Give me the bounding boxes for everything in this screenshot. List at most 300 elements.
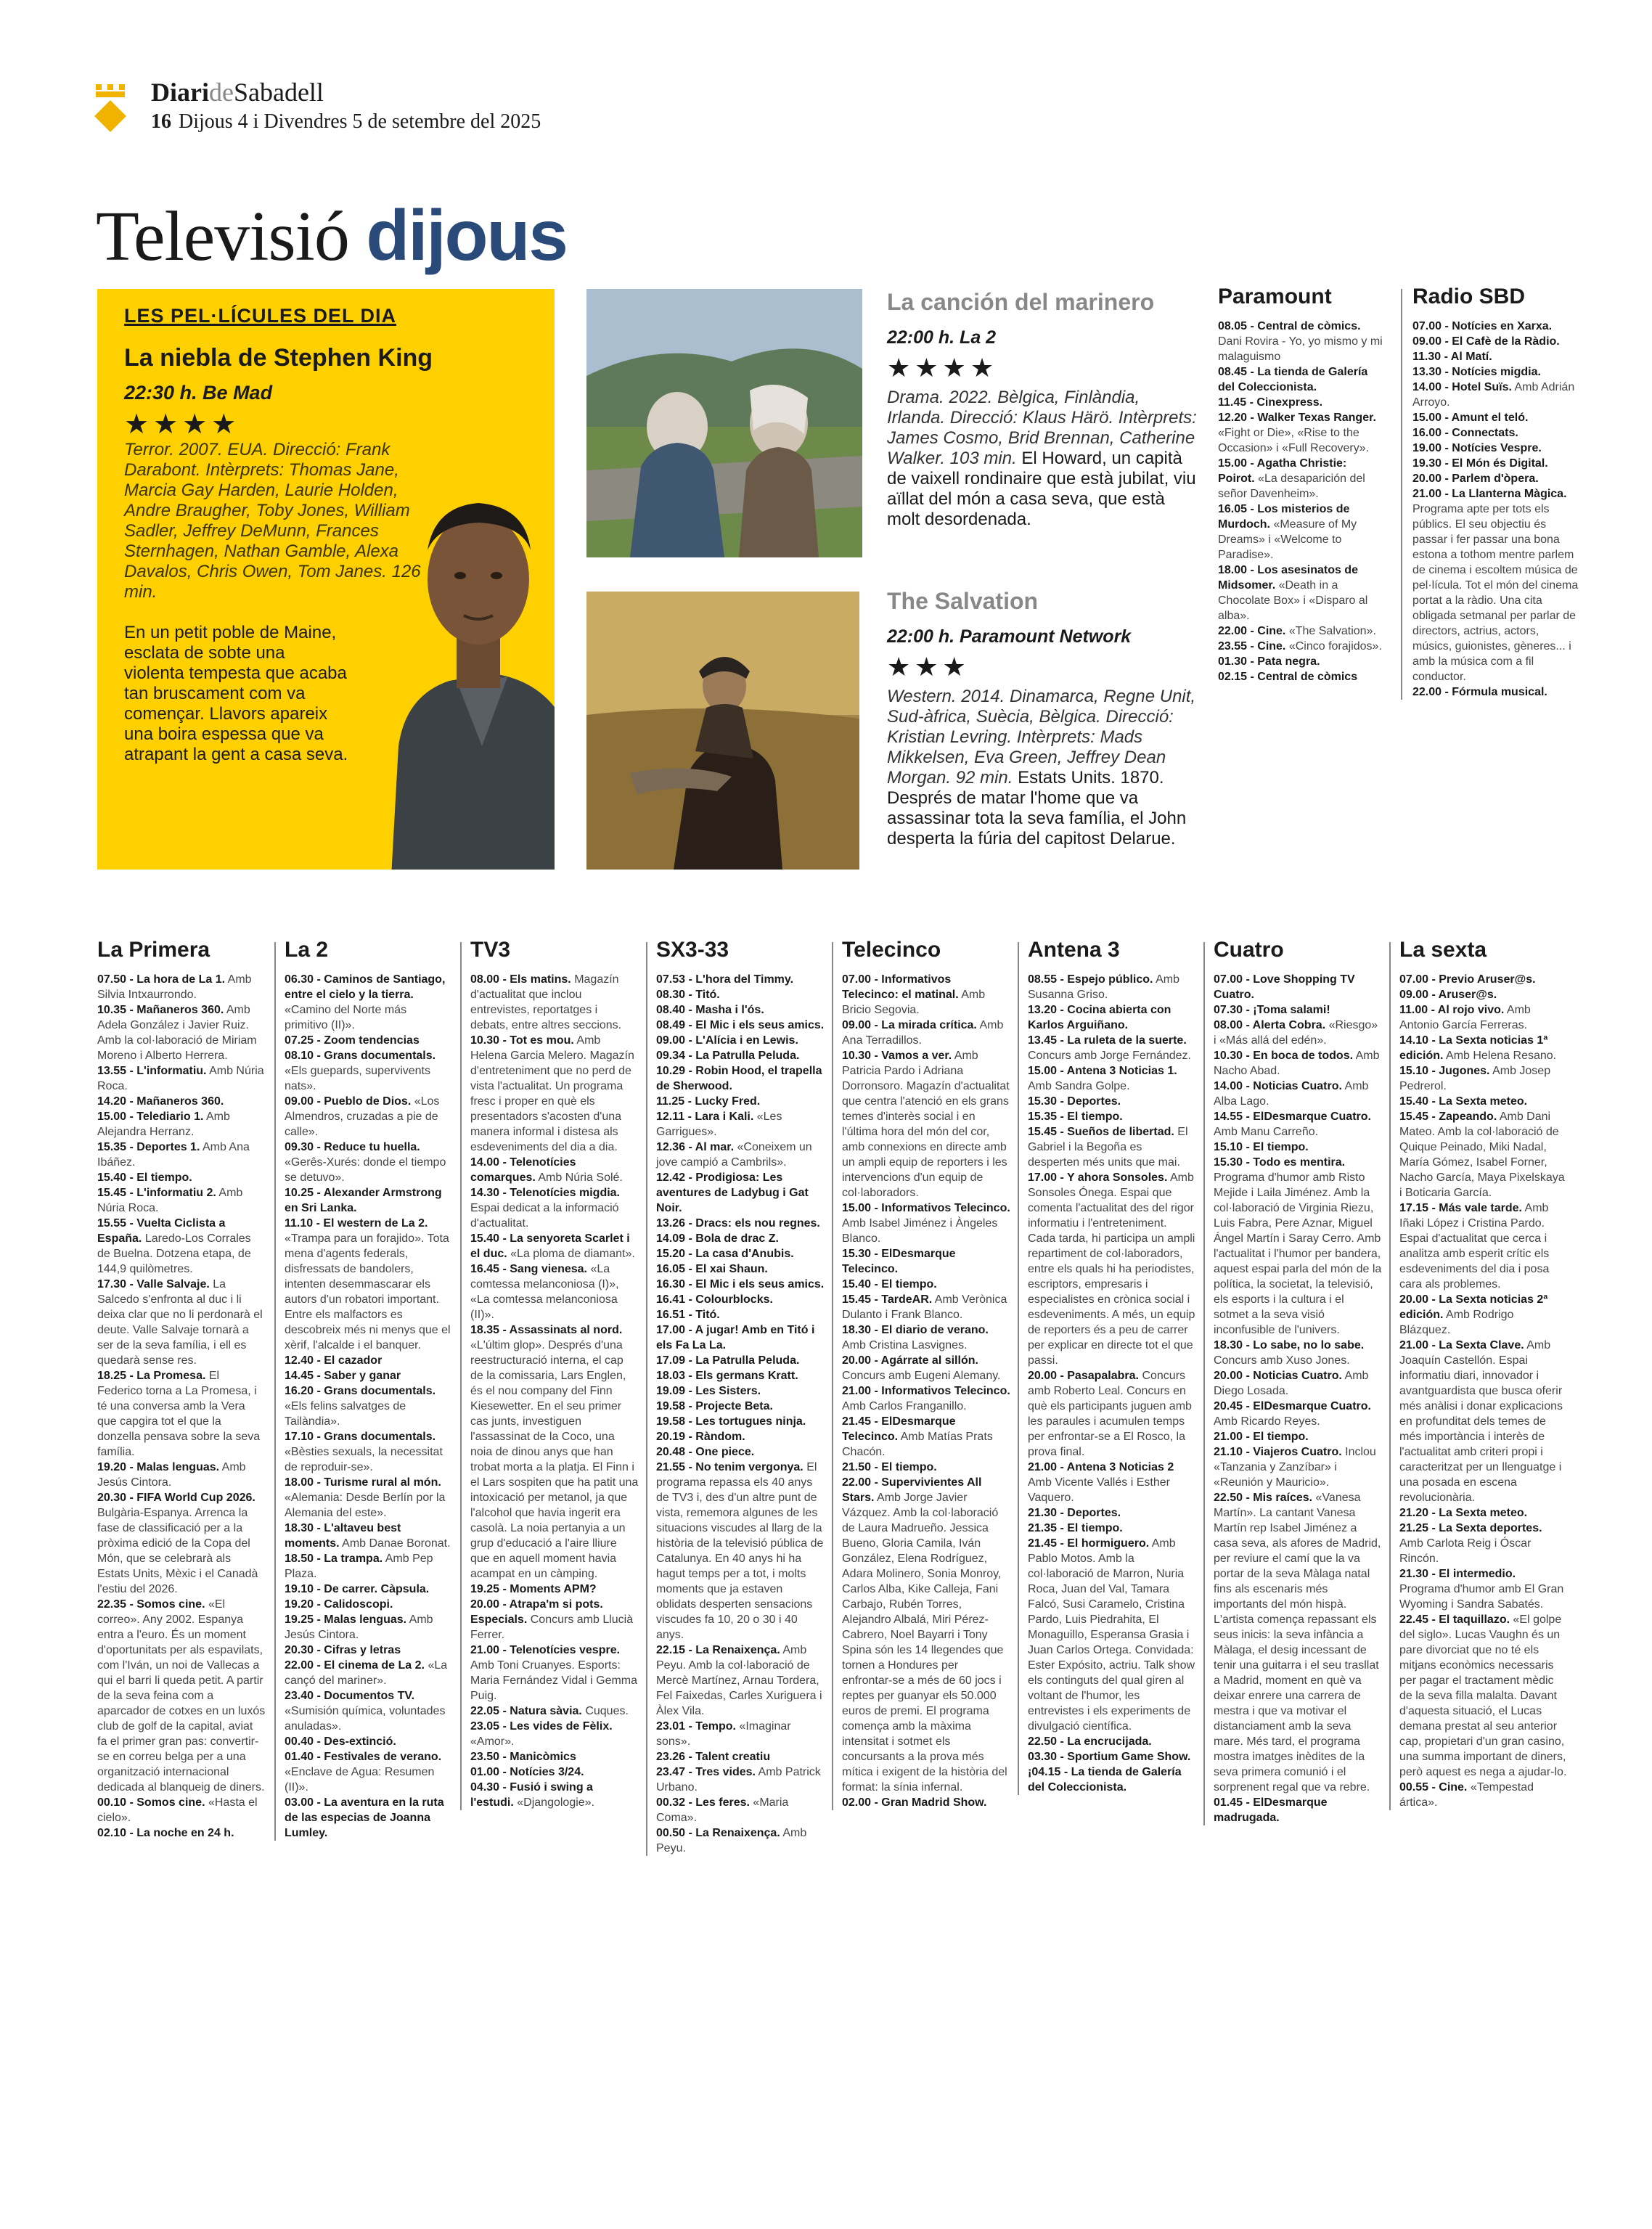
programme-entry	[1028, 1094, 1196, 1109]
programme-description: «Enclave de Agua: Resumen (II)».	[285, 1766, 435, 1794]
programme-title: 17.00 - A jugar! Amb en Titó i els Fa La La.	[656, 1324, 815, 1351]
programme-entry	[470, 1185, 639, 1231]
programme-description: «Sumisión química, voluntades anuladas».	[285, 1705, 446, 1733]
featured-time: 22:30 h. Be Mad	[124, 382, 273, 404]
programme-title: 23.05 - Les vides de Fèlix.	[470, 1720, 613, 1733]
programme-title: 15.10 - El tiempo.	[1214, 1141, 1309, 1153]
programme-description: Concurs amb Jorge Fernández.	[1028, 1050, 1191, 1062]
programme-description: «Coneixem un jove campió a Cambrils».	[656, 1141, 812, 1169]
programme-title: 21.00 - Informativos Telecinco.	[842, 1385, 1010, 1397]
programme-description: Amb Sonsoles Ónega. Espai que comenta l'actualitat des del rigor informatiu i l'entreteniment. Cada tarda, hi participa un ampli repartiment de col·laboradors, entre els quals hi ha periodistes, escriptors, empresaris i especialistes en crònica social i esdeveniments. A més, un equip de reporters és a peu de carrer per explicar en directe tot el que passi.	[1028, 1171, 1195, 1367]
programme-title: 23.50 - Manicòmics	[470, 1751, 576, 1763]
programme-entry	[1412, 486, 1579, 684]
programme-title: 14.00 - Noticias Cuatro.	[1214, 1080, 1342, 1092]
programme-title: 20.30 - Cifras y letras	[285, 1644, 401, 1656]
film3-time: 22:00 h. Paramount Network	[887, 626, 1132, 647]
programme-title: 07.00 - Informativos Telecinco: el matinal.	[842, 973, 959, 1001]
programme-title: 16.05 - El xai Shaun.	[656, 1263, 768, 1275]
programme-title: 15.00 - Antena 3 Noticias 1.	[1028, 1065, 1177, 1077]
programme-entry	[470, 1764, 639, 1780]
programme-description: Amb Dani Mateo. Amb la col·laboració de Quique Peinado, Miki Nadal, María Gómez, Isabel Forner, Nacho García, Maya Pixelskaya i Boticaria García.	[1399, 1111, 1565, 1199]
programme-title: 12.42 - Prodigiosa: Les aventures de Ladybug i Gat Noir.	[656, 1171, 809, 1214]
programme-description: Amb Matías Prats Chacón.	[842, 1431, 993, 1458]
programme-description: Amb Pep Plaza.	[285, 1553, 433, 1580]
programme-entry	[1028, 1460, 1196, 1505]
programme-entry	[1214, 1490, 1382, 1795]
programme-description: Amb Cristina Lasvignes.	[842, 1339, 968, 1351]
programme-title: 20.00 - Agárrate al sillón.	[842, 1354, 978, 1367]
programme-description: «La comtessa melanconiosa (I)», «La comtessa melanconiosa (II)».	[470, 1263, 619, 1321]
programme-entry	[1028, 1521, 1196, 1536]
channel-name: Cuatro	[1214, 938, 1284, 962]
programme-title: 15.00 - Agatha Christie: Poirot.	[1218, 457, 1347, 485]
programme-entry	[1218, 456, 1385, 502]
programme-title: 21.00 - El tiempo.	[1214, 1431, 1309, 1443]
programme-entry	[285, 1429, 453, 1475]
programme-title: 15.10 - Jugones.	[1399, 1065, 1490, 1077]
programme-title: 17.30 - Valle Salvaje.	[97, 1278, 210, 1291]
programme-title: 18.00 - Turisme rural al món.	[285, 1476, 441, 1489]
programme-entry	[1218, 654, 1385, 669]
programme-entry	[97, 1185, 266, 1216]
programme-entry	[1214, 1429, 1382, 1444]
programme-entry	[1028, 1764, 1196, 1795]
programme-title: 19.25 - Malas lenguas.	[285, 1614, 407, 1626]
programme-title: 08.55 - Espejo público.	[1028, 973, 1153, 986]
programme-entry	[656, 1170, 825, 1216]
programme-entry	[285, 1612, 453, 1643]
programme-entry	[656, 1643, 825, 1719]
programme-description: «Trampa para un forajido». Tota mena d'agents federals, disfressats de bandolers, intenten desemmascarar els autors d'un robatori important. Entre els malfactors es descobreix més ni menys que el xèrif, l'alcalde i el banquer.	[285, 1232, 451, 1351]
programme-title: 16.30 - El Mic i els seus amics.	[656, 1278, 825, 1291]
programme-entry	[97, 1216, 266, 1277]
programme-entry	[1399, 1505, 1568, 1521]
programme-entry	[97, 1140, 266, 1170]
programme-entry	[842, 1048, 1010, 1201]
programme-entry	[842, 1246, 1010, 1277]
programme-description: Amb Toni Cruanyes. Esports: Maria Fernández Vidal i Gemma Puig.	[470, 1659, 638, 1702]
programme-title: ¡04.15 - La tienda de Galería del Coleccionista.	[1028, 1766, 1182, 1794]
programme-entry	[1399, 1063, 1568, 1094]
programme-entry	[285, 1353, 453, 1368]
programme-description: «Gerês-Xurés: donde el tiempo se detuvo».	[285, 1156, 446, 1184]
programme-description: «Riesgo» i «Más allá del edén».	[1214, 1019, 1378, 1047]
programme-entry	[97, 1825, 266, 1841]
programme-title: 20.00 - Atrapa'm si pots. Especials.	[470, 1598, 603, 1626]
programme-title: 15.40 - La senyoreta Scarlet i el duc.	[470, 1232, 630, 1260]
programme-title: 08.05 - Central de còmics.	[1218, 320, 1361, 332]
programme-title: 14.30 - Telenotícies migdia.	[470, 1187, 620, 1199]
channel-name: Paramount	[1218, 285, 1332, 308]
programme-description: Amb Adrián Arroyo.	[1412, 381, 1575, 409]
programme-entry	[97, 1170, 266, 1185]
programme-entry	[1218, 502, 1385, 563]
programme-entry	[1399, 1292, 1568, 1338]
programme-description: «L'últim glop». Després d'una reestructuració interna, el cap de la comissaria, Lars Englen, és el nou company del Finn Kiesewetter. En el seu primer cas junts, investiguen l'assassinat de la Coco, una noia de dinou anys que han trobat morta a la platja. El Finn i el Lars sospiten que ha patit una intoxicació per metanol, ja que l'alcohol que havia ingerit era casolà. La noia pertanyia a un grup d'educació a l'aire lliure que en aquell moment havia acampat en un càmping.	[470, 1339, 639, 1580]
programme-entry	[285, 1185, 453, 1216]
programme-entry	[470, 1704, 639, 1719]
programme-title: 19.00 - Notícies Vespre.	[1412, 442, 1542, 454]
programme-title: 00.10 - Somos cine.	[97, 1796, 205, 1809]
programme-title: 15.30 - ElDesmarque Telecinco.	[842, 1248, 956, 1275]
channel-name: La Primera	[97, 938, 210, 962]
programme-title: 19.09 - Les Sisters.	[656, 1385, 761, 1397]
programme-entry	[1028, 1109, 1196, 1124]
page-number: 16	[151, 110, 171, 133]
programme-title: 18.30 - Lo sabe, no lo sabe.	[1214, 1339, 1365, 1351]
programme-entry	[656, 1033, 825, 1048]
programme-description: Amb Manu Carreño.	[1214, 1126, 1319, 1138]
programme-entry	[842, 1414, 1010, 1460]
programme-entry	[842, 1277, 1010, 1292]
programme-entry	[842, 1018, 1010, 1048]
programme-description: Amb Ana Ibáñez.	[97, 1141, 250, 1169]
programme-title: 10.35 - Mañaneros 360.	[97, 1004, 224, 1016]
programme-entry	[656, 1231, 825, 1246]
diari-logo-icon	[94, 81, 126, 134]
programme-entry	[842, 1795, 1010, 1810]
programme-description: Inclou «Tanzania y Zanzíbar» i «Reunión y Mauricio».	[1214, 1446, 1376, 1489]
programme-description: Amb Ricardo Reyes.	[1214, 1415, 1320, 1428]
programme-description: «Imaginar sons».	[656, 1720, 791, 1748]
programme-entry	[97, 1109, 266, 1140]
programme-title: 20.45 - ElDesmarque Cuatro.	[1214, 1400, 1371, 1412]
programme-title: 09.34 - La Patrulla Peluda.	[656, 1050, 800, 1062]
programme-description: Amb Rodrigo Blázquez.	[1399, 1309, 1514, 1336]
programme-entry	[1412, 364, 1579, 380]
programme-description: «Los Almendros, cruzadas a pie de calle».	[285, 1095, 440, 1138]
programme-title: 21.30 - El intermedio.	[1399, 1568, 1516, 1580]
programme-description: Amb Núria Solé.	[538, 1171, 623, 1184]
programme-description: Amb Iñaki López i Cristina Pardo. Espai d'actualitat que cerca i analitza amb esperit crític els esdeveniments del dia i posa cara als problemes.	[1399, 1202, 1550, 1291]
programme-entry	[1412, 471, 1579, 486]
programme-entry	[1028, 1002, 1196, 1033]
programme-title: 22.35 - Somos cine.	[97, 1598, 205, 1611]
programme-entry	[656, 1307, 825, 1322]
programme-title: 10.25 - Alexander Armstrong en Sri Lanka.	[285, 1187, 442, 1214]
programme-entry	[1218, 319, 1385, 364]
programme-entry	[285, 1216, 453, 1353]
programme-entry	[470, 972, 639, 1033]
film3-title: The Salvation	[887, 588, 1039, 614]
programme-title: 04.30 - Fusió i swing a l'estudi.	[470, 1781, 593, 1809]
programme-entry	[285, 1140, 453, 1185]
programme-title: 10.30 - Vamos a ver.	[842, 1050, 952, 1062]
programme-entry	[285, 1749, 453, 1795]
programme-title: 08.49 - El Mic i els seus amics.	[656, 1019, 825, 1031]
programme-entry	[1214, 1079, 1382, 1109]
programme-title: 00.32 - Les feres.	[656, 1796, 750, 1809]
programme-title: 15.00 - Amunt el teló.	[1412, 412, 1529, 424]
programme-entry	[1214, 1109, 1382, 1140]
programme-description: «Camino del Norte más primitivo (II)».	[285, 1004, 407, 1031]
programme-title: 21.55 - No tenim vergonya.	[656, 1461, 803, 1473]
programme-description: El Federico torna a La Promesa, i té una conversa amb la Vera que capgira tot el que la donzella pensava sobre la seva família.	[97, 1370, 261, 1458]
programme-entry	[656, 1292, 825, 1307]
programme-title: 12.40 - El cazador	[285, 1354, 383, 1367]
programme-description: Concurs amb Eugeni Alemany.	[842, 1370, 1001, 1382]
page-title: Televisió dijous	[96, 195, 567, 276]
programme-entry	[1214, 1018, 1382, 1048]
programme-description: «Vanesa Martín». La cantant Vanesa Martín rep Isabel Jiménez a casa seva, als afores de Madrid, per reviure el camí que la va portar de la seva Màlaga natal fins als escenaris més importants del món hispà. L'artista comença repassant els seus inicis: la seva infància a Màlaga, el desig incessant de tenir una guitarra i el seu trasllat a Madrid, moment en què va deixar enrere una carrera de mestra i que va motivar el distanciament amb la seva mare. Més tard, el programa mostra imatges inèdites de la seva primera comunió i el sorprenent regal que va rebre.	[1214, 1492, 1381, 1794]
programme-title: 22.00 - Fórmula musical.	[1412, 686, 1547, 698]
programme-title: 02.15 - Central de còmics	[1218, 671, 1358, 683]
programme-description: Amb Vicente Vallés i Esther Vaquero.	[1028, 1476, 1170, 1504]
brand: DiarideSabadell	[151, 78, 324, 107]
programme-title: 15.45 - Zapeando.	[1399, 1111, 1497, 1123]
film2-text: Drama. 2022. Bèlgica, Finlàndia, Irlanda. Direcció: Klaus Härö. Intèrprets: James Cosmo, Brid Brennan, Catherine Walker. 103 min. El Howard, un capità de vaixell rondinaire que està jubilat, viu aïllat del món a casa seva, que està molt desordenada.	[887, 388, 1197, 529]
programme-entry	[1028, 1033, 1196, 1063]
programme-entry	[285, 1597, 453, 1612]
programme-entry	[1412, 319, 1579, 334]
programme-entry	[285, 1521, 453, 1551]
programme-entry	[285, 1094, 453, 1140]
programme-description: Amb Josep Pedrerol.	[1399, 1065, 1551, 1092]
programme-entry	[1399, 1612, 1568, 1780]
programme-description: Programa d'humor amb El Gran Wyoming i Sandra Sabatés.	[1399, 1583, 1564, 1611]
programme-entry	[470, 1322, 639, 1582]
film2-photo	[586, 289, 862, 557]
programme-entry	[97, 1094, 266, 1109]
programme-title: 09.00 - La mirada crítica.	[842, 1019, 977, 1031]
programme-title: 23.01 - Tempo.	[656, 1720, 736, 1733]
programme-entry	[842, 972, 1010, 1018]
programme-description: «La desaparición del señor Davenheim».	[1218, 473, 1365, 500]
programme-entry	[1412, 410, 1579, 425]
programme-entry	[470, 1719, 639, 1749]
programme-description: «Death in a Chocolate Box» i «Disparo al alba».	[1218, 579, 1368, 622]
programme-description: «Alemania: Desde Berlín por la Alemania del este».	[285, 1492, 446, 1519]
programme-entry	[656, 1353, 825, 1368]
programme-description: Amb Pablo Motos. Amb la col·laboració de Marron, Nuria Roca, Juan del Val, Tamara Falcó, Susi Caramelo, Cristina Pardo, Luis Piedrahita, El Monaguillo, Esperansa Grasia i Juan Carlos Ortega. Convidada: Ester Expósito, actriu. Talk show els continguts del qual giren al voltant de l'humor, les entrevistes i els experiments de divulgació científica.	[1028, 1537, 1195, 1733]
programme-entry	[1399, 1094, 1568, 1109]
programme-title: 18.35 - Assassinats al nord.	[470, 1324, 623, 1336]
programme-description: Concurs amb Xuso Jones.	[1214, 1354, 1350, 1367]
programme-title: 18.00 - Los asesinatos de Midsomer.	[1218, 564, 1358, 592]
programme-entry	[97, 1460, 266, 1490]
programme-entry	[285, 1688, 453, 1734]
programme-entry	[1412, 334, 1579, 349]
film2-block	[887, 289, 1199, 530]
programme-description: Amb Helena Resano.	[1446, 1050, 1557, 1062]
programme-title: 00.40 - Des-extinció.	[285, 1735, 396, 1748]
programme-title: 13.20 - Cocina abierta con Karlos Arguiñano.	[1028, 1004, 1171, 1031]
programme-title: 21.35 - El tiempo.	[1028, 1522, 1123, 1534]
programme-title: 09.30 - Reduce tu huella.	[285, 1141, 420, 1153]
programme-entry	[1028, 1749, 1196, 1764]
programme-title: 07.53 - L'hora del Timmy.	[656, 973, 794, 986]
programme-description: Amb Ana Terradillos.	[842, 1019, 1004, 1047]
programme-entry	[656, 1140, 825, 1170]
programme-description: Amb Diego Losada.	[1214, 1370, 1369, 1397]
programme-title: 07.30 - ¡Toma salami!	[1214, 1004, 1330, 1016]
programme-title: 02.10 - La noche en 24 h.	[97, 1827, 234, 1839]
programme-entry	[1214, 1338, 1382, 1368]
programme-description: Amb Isabel Jiménez i Àngeles Blanco.	[842, 1217, 998, 1245]
programme-title: 11.00 - Al rojo vivo.	[1399, 1004, 1505, 1016]
programme-title: 23.55 - Cine.	[1218, 640, 1286, 653]
programme-title: 22.15 - La Renaixença.	[656, 1644, 780, 1656]
programme-title: 00.50 - La Renaixença.	[656, 1827, 780, 1839]
programme-entry	[470, 1780, 639, 1810]
programme-entry	[656, 1764, 825, 1795]
channel-la-2	[274, 938, 453, 1841]
programme-title: 19.30 - El Món és Digital.	[1412, 457, 1548, 470]
programme-title: 20.00 - Parlem d'òpera.	[1412, 473, 1539, 485]
programme-entry	[1412, 425, 1579, 441]
programme-title: 13.26 - Dracs: els nou regnes.	[656, 1217, 820, 1230]
programme-title: 20.48 - One piece.	[656, 1446, 755, 1458]
programme-entry	[1399, 972, 1568, 987]
programme-entry	[842, 1383, 1010, 1414]
channel-name: Telecinco	[842, 938, 941, 962]
programme-entry	[1214, 1140, 1382, 1155]
programme-description: «Hasta el cielo».	[97, 1796, 258, 1824]
programme-title: 09.00 - Pueblo de Dios.	[285, 1095, 412, 1108]
programme-description: Amb Alejandra Herranz.	[97, 1111, 230, 1138]
programme-entry	[97, 1490, 266, 1597]
programme-entry	[1412, 349, 1579, 364]
channel-tv3	[460, 938, 639, 1810]
programme-description: Amb Danae Boronat.	[342, 1537, 451, 1550]
channel-radio-sbd	[1401, 285, 1579, 700]
programme-title: 21.45 - El hormiguero.	[1028, 1537, 1150, 1550]
programme-title: 16.00 - Connectats.	[1412, 427, 1518, 439]
programme-title: 22.00 - Cine.	[1218, 625, 1286, 637]
programme-entry	[285, 1475, 453, 1521]
programme-entry	[1028, 1505, 1196, 1521]
programme-title: 22.00 - Supervivientes All Stars.	[842, 1476, 982, 1504]
programme-entry	[1399, 1521, 1568, 1566]
programme-entry	[470, 1033, 639, 1155]
programme-title: 14.10 - La Sexta noticias 1ª edición.	[1399, 1034, 1548, 1062]
programme-entry	[656, 1399, 825, 1414]
programme-entry	[1412, 684, 1579, 700]
programme-entry	[1218, 639, 1385, 654]
programme-title: 15.35 - El tiempo.	[1028, 1111, 1123, 1123]
programme-title: 11.10 - El western de La 2.	[285, 1217, 428, 1230]
programme-title: 22.50 - La encrucijada.	[1028, 1735, 1152, 1748]
programme-entry	[842, 1201, 1010, 1246]
programme-title: 23.47 - Tres vides.	[656, 1766, 756, 1778]
programme-title: 18.30 - El diario de verano.	[842, 1324, 989, 1336]
programme-title: 12.11 - Lara i Kali.	[656, 1111, 754, 1123]
programme-title: 10.30 - En boca de todos.	[1214, 1050, 1354, 1062]
programme-entry	[656, 1109, 825, 1140]
programme-title: 16.51 - Titó.	[656, 1309, 720, 1321]
programme-entry	[656, 1749, 825, 1764]
programme-title: 14.55 - ElDesmarque Cuatro.	[1214, 1111, 1371, 1123]
channel-telecinco	[832, 938, 1010, 1810]
programme-title: 20.00 - La Sexta noticias 2ª edición.	[1399, 1293, 1548, 1321]
programme-entry	[470, 1643, 639, 1704]
channel-la-sexta	[1389, 938, 1568, 1810]
channel-la-primera	[97, 938, 266, 1841]
programme-title: 01.40 - Festivales de verano.	[285, 1751, 442, 1763]
programme-entry	[656, 1368, 825, 1383]
programme-title: 22.05 - Natura sàvia.	[470, 1705, 582, 1717]
programme-entry	[656, 1460, 825, 1643]
programme-title: 15.30 - Deportes.	[1028, 1095, 1121, 1108]
programme-description: Laredo-Los Corrales de Buelna. Dotzena etapa, de 144,9 quilòmetres.	[97, 1232, 251, 1275]
programme-entry	[1218, 364, 1385, 395]
programme-title: 13.30 - Notícies migdia.	[1412, 366, 1541, 378]
programme-description: «El golpe del siglo». Lucas Vaughn és un pare divorciat que no té els mitjans econòmics necessaris per pagar el tractament mèdic de la seva filla malalta. Davant d'aquesta situació, el Lucas demana prestat al seu anterior cap, propietari d'un gran casino, una summa important de diners, però aquest es nega a ajudar-lo.	[1399, 1614, 1567, 1778]
programme-title: 09.00 - El Cafè de la Ràdio.	[1412, 335, 1560, 348]
programme-description: Amb Carlos Franganillo.	[842, 1400, 967, 1412]
programme-title: 15.45 - TardeAR.	[842, 1293, 933, 1306]
programme-entry	[1218, 563, 1385, 623]
programme-description: «Maria Coma».	[656, 1796, 789, 1824]
programme-entry	[656, 1216, 825, 1231]
programme-entry	[1399, 1002, 1568, 1033]
programme-title: 23.26 - Talent creatiu	[656, 1751, 771, 1763]
programme-title: 18.30 - L'altaveu best moments.	[285, 1522, 401, 1550]
programme-title: 17.09 - La Patrulla Peluda.	[656, 1354, 800, 1367]
programme-entry	[1214, 1368, 1382, 1399]
programme-title: 10.30 - Tot es mou.	[470, 1034, 574, 1047]
programme-entry	[285, 1048, 453, 1094]
programme-title: 07.00 - Love Shopping TV Cuatro.	[1214, 973, 1355, 1001]
programme-description: «Djangologie».	[517, 1796, 595, 1809]
programme-description: Programa d'humor amb Risto Mejide i Laila Jiménez. Amb la col·laboració de Virginia Riezu, Luis Fabra, Pere Aznar, Miguel Ángel Martín i Saray Cerro. Amb l'actualitat i l'humor per bandera, aquest espai parla del món de la política, la societat, la televisió, els esports i la cultura i el sotmet a la seva visió inconfusible de l'univers.	[1214, 1171, 1382, 1336]
programme-title: 15.55 - Vuelta Ciclista a España.	[97, 1217, 226, 1245]
programme-description: «La cançó del mariner».	[285, 1659, 448, 1687]
programme-entry	[656, 1094, 825, 1109]
programme-title: 18.25 - La Promesa.	[97, 1370, 206, 1382]
programme-description: Amb Núria Roca.	[97, 1065, 264, 1092]
programme-title: 15.00 - Telediario 1.	[97, 1111, 204, 1123]
programme-entry	[656, 1063, 825, 1094]
programme-entry	[285, 1643, 453, 1658]
programme-title: 21.30 - Deportes.	[1028, 1507, 1121, 1519]
programme-title: 15.30 - Todo es mentira.	[1214, 1156, 1346, 1169]
programme-title: 07.50 - La hora de La 1.	[97, 973, 226, 986]
programme-entry	[842, 1353, 1010, 1383]
programme-description: Amb Patrick Urbano.	[656, 1766, 821, 1794]
channel-paramount	[1218, 285, 1385, 684]
programme-entry	[285, 1582, 453, 1597]
programme-entry	[1214, 1002, 1382, 1018]
featured-tag: LES PEL·LÍCULES DEL DIA	[124, 305, 397, 327]
programme-entry	[1218, 395, 1385, 410]
page-info	[151, 110, 541, 134]
programme-description: Amb Patricia Pardo i Adriana Dorronsoro. Magazín d'actualitat que centra l'atenció en els grans temes d'interès social i en l'última hora del món del cor, amb connexions en directe amb un ampli equip de reporters i les intervencions d'un equip de col·laboradors.	[842, 1050, 1010, 1199]
programme-description: Amb Peyu.	[656, 1827, 807, 1854]
programme-entry	[97, 1795, 266, 1825]
programme-title: 15.00 - Informativos Telecinco.	[842, 1202, 1010, 1214]
programme-title: 01.45 - ElDesmarque madrugada.	[1214, 1796, 1328, 1824]
programme-description: Programa apte per tots els públics. El seu objectiu és passar i fer passar una bona estona a tothom mentre parlem de cinema i escoltem música de pel·lícula. Tot el món del cinema portat a la ràdio. Una cita obligada setmanal per parlar de directors, actrius, actors, músics, guionistes, gèneres... i amb la música com a fil conductor.	[1412, 503, 1579, 683]
programme-entry	[656, 1795, 825, 1825]
programme-entry	[656, 1444, 825, 1460]
programme-entry	[656, 1277, 825, 1292]
programme-entry	[1214, 1399, 1382, 1429]
programme-description: La Salcedo s'enfronta al duc i li deixa clar que no li perdonarà el deute. Valle Salvaje tornarà a ser de la seva família, i ell es quedarà sense res.	[97, 1278, 263, 1367]
programme-description: «La ploma de diamant».	[510, 1248, 635, 1260]
programme-description: «Tempestad ártica».	[1399, 1781, 1534, 1809]
programme-title: 22.45 - El taquillazo.	[1399, 1614, 1510, 1626]
programme-entry	[1412, 456, 1579, 471]
programme-description: «Els guepards, supervivents nats».	[285, 1065, 430, 1092]
programme-entry	[656, 1719, 825, 1749]
programme-entry	[1028, 1734, 1196, 1749]
programme-title: 14.45 - Saber y ganar	[285, 1370, 401, 1382]
film3-stars: ★★★	[887, 652, 970, 682]
programme-title: 19.58 - Les tortugues ninja.	[656, 1415, 806, 1428]
programme-title: 09.00 - L'Alícia i en Lewis.	[656, 1034, 798, 1047]
programme-title: 08.00 - Els matins.	[470, 973, 571, 986]
